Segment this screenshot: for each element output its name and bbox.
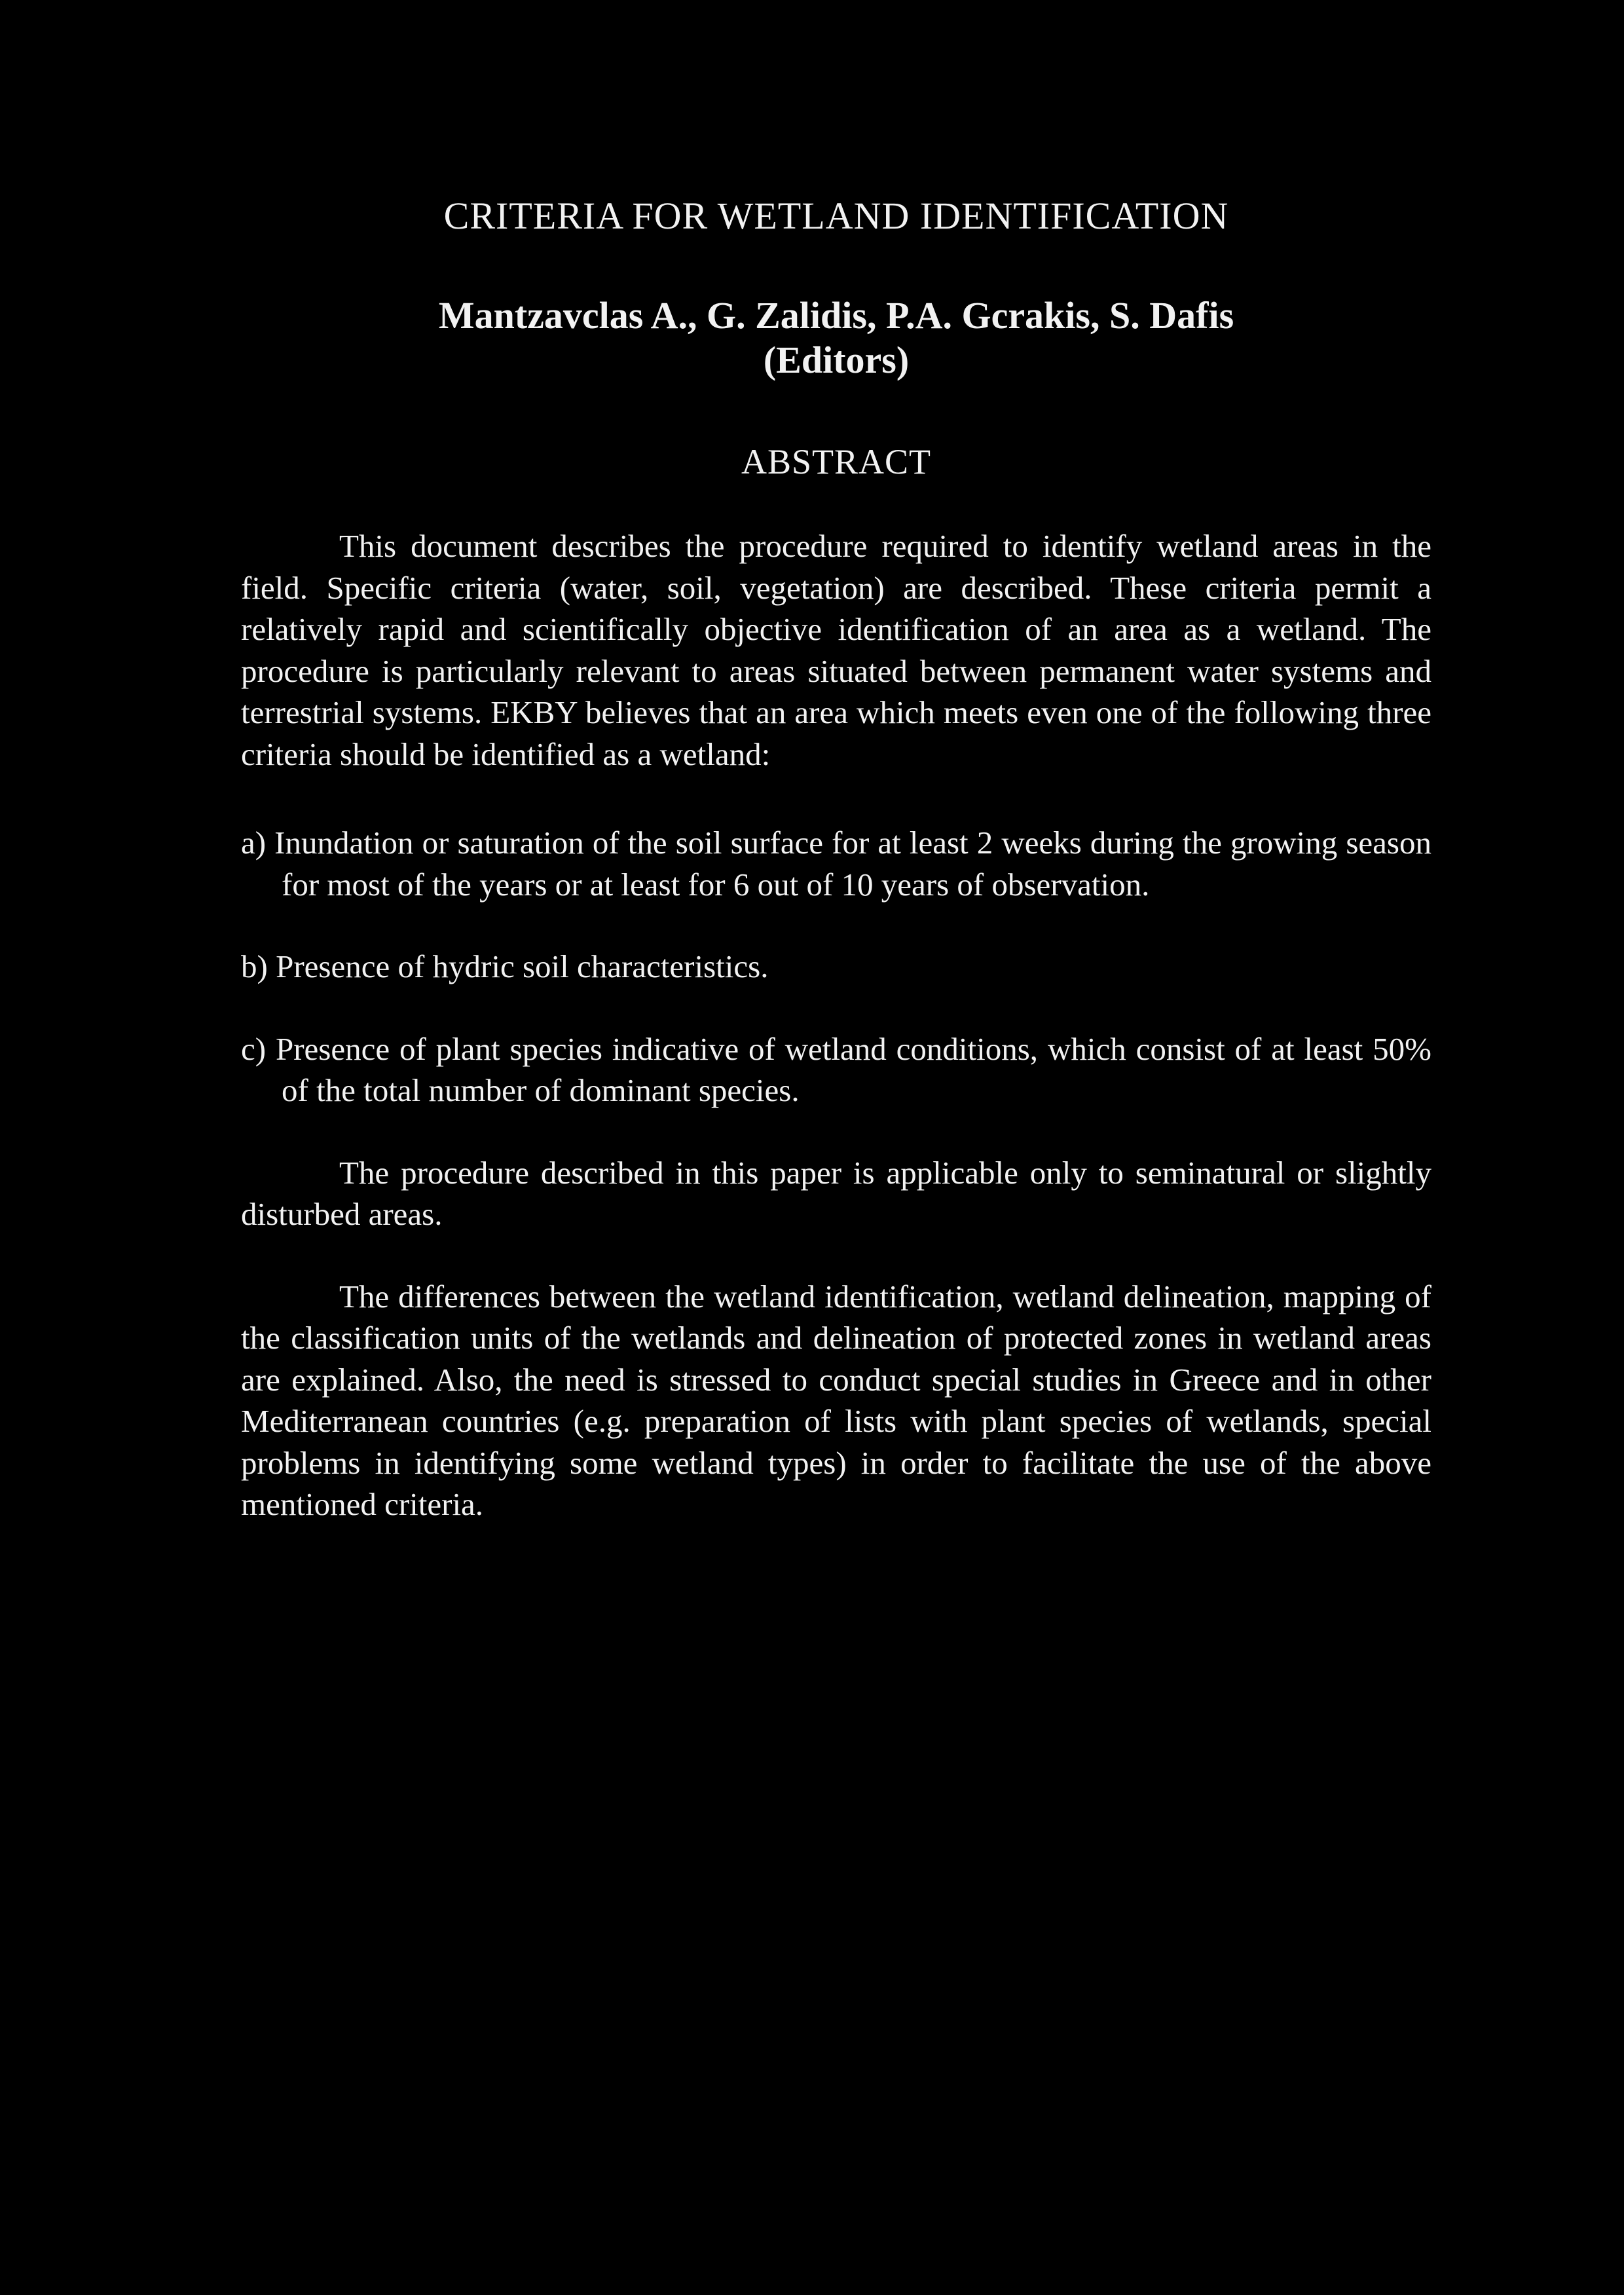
abstract-paragraph-differences: The differences between the wetland identification, wetland delineation, mapping of the classification units of the wetlands and delineation of protected zones in wetland areas are explained. Also, the need is stressed to conduct special studies in Greece and in other Mediterranean countries (e.g. preparation of lists with plant species of wetlands, special problems in identifying some wetland types) in order to facilitate the use of the above mentioned criteria. — [241, 1278, 1431, 1522]
criterion-a: a) Inundation or saturation of the soil surface for at least 2 weeks during the growing season for most of the years or at least for 6 out of 10 years of observation. — [241, 825, 1431, 903]
criteria-list — [241, 822, 1431, 1111]
criterion-c: c) Presence of plant species indicative of wetland conditions, which consist of at least 50% of the total number of dominant species. — [241, 1030, 1431, 1108]
criterion-b: b) Presence of hydric soil characteristics. — [241, 948, 769, 984]
editors-note: (Editors) — [763, 339, 910, 381]
authors-line: Mantzavclas A., G. Zalidis, P.A. Gcrakis, S. Dafis — [438, 294, 1234, 337]
document-title: CRITERIA FOR WETLAND IDENTIFICATION — [443, 195, 1229, 237]
abstract-paragraph-intro: This document describes the procedure required to identify wetland areas in the field. Specific criteria (water, soil, vegetation) are described. These criteria permit a relatively rapid and scientifically objective identification of an area as a wetland. The procedure is particularly relevant to areas situated between permanent water systems and terrestrial systems. EKBY believes that an area which meets even one of the following three criteria should be identified as a wetland: — [241, 528, 1431, 772]
document-page — [241, 190, 1431, 1525]
abstract-heading: ABSTRACT — [741, 442, 932, 481]
abstract-paragraph-applicability: The procedure described in this paper is applicable only to seminatural or slightly disturbed areas. — [241, 1154, 1431, 1232]
